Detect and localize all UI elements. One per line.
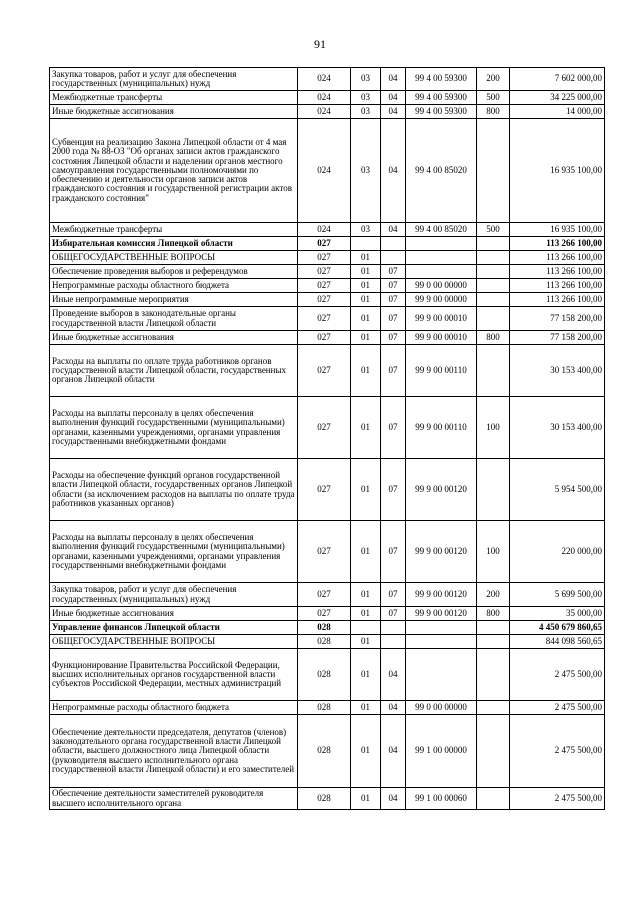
ved-code: 027 xyxy=(298,345,351,397)
target-article-code: 99 0 00 00000 xyxy=(406,279,477,293)
razdel-code: 01 xyxy=(351,279,381,293)
table-row xyxy=(50,119,605,223)
target-article-code: 99 4 00 85020 xyxy=(406,223,477,237)
razdel-code: 01 xyxy=(351,607,381,621)
expense-type-code xyxy=(477,237,510,251)
amount: 113 266 100,00 xyxy=(510,265,605,279)
ved-code: 024 xyxy=(298,223,351,237)
amount: 34 225 000,00 xyxy=(510,91,605,105)
podrazdel-code: 04 xyxy=(381,91,406,105)
expense-type-code xyxy=(477,293,510,307)
row-name: Закупка товаров, работ и услуг для обеспечения государственных (муниципальных) нужд xyxy=(50,68,298,91)
target-article-code: 99 4 00 59300 xyxy=(406,105,477,119)
expense-type-code xyxy=(477,649,510,701)
razdel-code: 03 xyxy=(351,68,381,91)
razdel-code: 01 xyxy=(351,521,381,583)
target-article-code: 99 0 00 00000 xyxy=(406,701,477,715)
page-number: 91 xyxy=(314,37,326,51)
ved-code: 024 xyxy=(298,91,351,105)
row-name: ОБЩЕГОСУДАРСТВЕННЫЕ ВОПРОСЫ xyxy=(50,251,298,265)
table-row xyxy=(50,649,605,701)
expense-type-code xyxy=(477,715,510,788)
amount: 16 935 100,00 xyxy=(510,119,605,223)
razdel-code: 01 xyxy=(351,583,381,607)
table-row xyxy=(50,105,605,119)
ved-code: 027 xyxy=(298,459,351,521)
podrazdel-code xyxy=(381,621,406,635)
podrazdel-code: 07 xyxy=(381,583,406,607)
podrazdel-code: 04 xyxy=(381,105,406,119)
ved-code: 027 xyxy=(298,293,351,307)
amount: 5 699 500,00 xyxy=(510,583,605,607)
row-name: Избирательная комиссия Липецкой области xyxy=(50,237,298,251)
podrazdel-code: 04 xyxy=(381,68,406,91)
expense-type-code: 100 xyxy=(477,397,510,459)
target-article-code: 99 9 00 00000 xyxy=(406,293,477,307)
target-article-code: 99 9 00 00010 xyxy=(406,307,477,331)
row-name: Управление финансов Липецкой области xyxy=(50,621,298,635)
amount: 4 450 679 860,65 xyxy=(510,621,605,635)
podrazdel-code: 04 xyxy=(381,715,406,788)
target-article-code: 99 9 00 00110 xyxy=(406,397,477,459)
razdel-code: 01 xyxy=(351,701,381,715)
amount: 77 158 200,00 xyxy=(510,331,605,345)
podrazdel-code xyxy=(381,251,406,265)
amount: 35 000,00 xyxy=(510,607,605,621)
ved-code: 027 xyxy=(298,237,351,251)
podrazdel-code: 07 xyxy=(381,265,406,279)
table-row xyxy=(50,621,605,635)
table-row xyxy=(50,223,605,237)
podrazdel-code: 04 xyxy=(381,649,406,701)
expense-type-code xyxy=(477,635,510,649)
expense-type-code xyxy=(477,265,510,279)
target-article-code: 99 4 00 59300 xyxy=(406,91,477,105)
ved-code: 027 xyxy=(298,251,351,265)
podrazdel-code: 07 xyxy=(381,307,406,331)
razdel-code: 03 xyxy=(351,105,381,119)
table-row xyxy=(50,251,605,265)
table-row xyxy=(50,521,605,583)
expense-type-code: 800 xyxy=(477,105,510,119)
ved-code: 028 xyxy=(298,788,351,810)
table-row xyxy=(50,607,605,621)
row-name: Межбюджетные трансферты xyxy=(50,223,298,237)
amount: 77 158 200,00 xyxy=(510,307,605,331)
target-article-code: 99 9 00 00120 xyxy=(406,459,477,521)
podrazdel-code: 04 xyxy=(381,223,406,237)
target-article-code: 99 9 00 00120 xyxy=(406,521,477,583)
amount: 2 475 500,00 xyxy=(510,649,605,701)
amount: 844 098 560,65 xyxy=(510,635,605,649)
expense-type-code: 500 xyxy=(477,223,510,237)
row-name: Закупка товаров, работ и услуг для обеспечения государственных (муниципальных) нужд xyxy=(50,583,298,607)
podrazdel-code: 04 xyxy=(381,119,406,223)
ved-code: 028 xyxy=(298,635,351,649)
row-name: Иные бюджетные ассигнования xyxy=(50,331,298,345)
target-article-code: 99 1 00 00060 xyxy=(406,788,477,810)
ved-code: 027 xyxy=(298,607,351,621)
ved-code: 027 xyxy=(298,397,351,459)
expense-type-code xyxy=(477,279,510,293)
ved-code: 027 xyxy=(298,583,351,607)
target-article-code xyxy=(406,621,477,635)
expense-type-code: 800 xyxy=(477,331,510,345)
expense-type-code: 200 xyxy=(477,68,510,91)
row-name: Непрограммные расходы областного бюджета xyxy=(50,701,298,715)
row-name: Межбюджетные трансферты xyxy=(50,91,298,105)
table-row xyxy=(50,715,605,788)
ved-code: 028 xyxy=(298,701,351,715)
amount: 14 000,00 xyxy=(510,105,605,119)
table-row xyxy=(50,68,605,91)
budget-table-body xyxy=(50,68,605,810)
ved-code: 027 xyxy=(298,279,351,293)
target-article-code xyxy=(406,635,477,649)
ved-code: 027 xyxy=(298,331,351,345)
row-name: Расходы на выплаты персоналу в целях обеспечения выполнения функций государственными (муниципальными) органами, казенными учреждениями, органами управления государственными внебюджетными фондами xyxy=(50,521,298,583)
target-article-code xyxy=(406,649,477,701)
table-row xyxy=(50,459,605,521)
razdel-code: 01 xyxy=(351,715,381,788)
expense-type-code xyxy=(477,788,510,810)
amount: 113 266 100,00 xyxy=(510,293,605,307)
row-name: Обеспечение деятельности председателя, депутатов (членов) законодательного органа государственной власти Липецкой области, высшего должностного лица Липецкой области (руководителя высшего исполнительного органа государственной власти Липецкой области) и его заместителей xyxy=(50,715,298,788)
amount: 220 000,00 xyxy=(510,521,605,583)
razdel-code: 01 xyxy=(351,307,381,331)
expense-type-code xyxy=(477,701,510,715)
razdel-code xyxy=(351,621,381,635)
amount: 2 475 500,00 xyxy=(510,715,605,788)
row-name: Расходы на выплаты по оплате труда работников органов государственной власти Липецкой области, государственных органов Липецкой области xyxy=(50,345,298,397)
amount: 113 266 100,00 xyxy=(510,251,605,265)
expense-type-code xyxy=(477,345,510,397)
target-article-code: 99 9 00 00110 xyxy=(406,345,477,397)
table-row xyxy=(50,237,605,251)
table-row xyxy=(50,279,605,293)
target-article-code xyxy=(406,237,477,251)
amount: 16 935 100,00 xyxy=(510,223,605,237)
razdel-code: 01 xyxy=(351,397,381,459)
row-name: Обеспечение проведения выборов и референдумов xyxy=(50,265,298,279)
podrazdel-code: 07 xyxy=(381,293,406,307)
razdel-code: 03 xyxy=(351,91,381,105)
expense-type-code: 100 xyxy=(477,521,510,583)
target-article-code: 99 9 00 00120 xyxy=(406,583,477,607)
expense-type-code xyxy=(477,459,510,521)
podrazdel-code xyxy=(381,237,406,251)
row-name: Непрограммные расходы областного бюджета xyxy=(50,279,298,293)
row-name: Функционирование Правительства Российской Федерации, высших исполнительных органов государственной власти субъектов Российской Федерации, местных администраций xyxy=(50,649,298,701)
podrazdel-code: 04 xyxy=(381,788,406,810)
razdel-code: 01 xyxy=(351,331,381,345)
target-article-code: 99 4 00 85020 xyxy=(406,119,477,223)
amount: 2 475 500,00 xyxy=(510,788,605,810)
row-name: Проведение выборов в законодательные органы государственной власти Липецкой области xyxy=(50,307,298,331)
expense-type-code xyxy=(477,307,510,331)
row-name: ОБЩЕГОСУДАРСТВЕННЫЕ ВОПРОСЫ xyxy=(50,635,298,649)
table-row xyxy=(50,583,605,607)
amount: 7 602 000,00 xyxy=(510,68,605,91)
ved-code: 024 xyxy=(298,68,351,91)
row-name: Иные бюджетные ассигнования xyxy=(50,105,298,119)
expense-type-code: 500 xyxy=(477,91,510,105)
podrazdel-code: 07 xyxy=(381,607,406,621)
target-article-code xyxy=(406,265,477,279)
table-row xyxy=(50,265,605,279)
row-name: Иные непрограммные мероприятия xyxy=(50,293,298,307)
table-row xyxy=(50,307,605,331)
ved-code: 028 xyxy=(298,649,351,701)
ved-code: 028 xyxy=(298,621,351,635)
ved-code: 027 xyxy=(298,521,351,583)
table-row xyxy=(50,293,605,307)
target-article-code: 99 9 00 00120 xyxy=(406,607,477,621)
podrazdel-code: 07 xyxy=(381,397,406,459)
razdel-code: 01 xyxy=(351,788,381,810)
podrazdel-code: 07 xyxy=(381,331,406,345)
razdel-code: 01 xyxy=(351,293,381,307)
amount: 5 954 500,00 xyxy=(510,459,605,521)
table-row xyxy=(50,91,605,105)
razdel-code: 01 xyxy=(351,635,381,649)
expense-type-code: 800 xyxy=(477,607,510,621)
razdel-code: 03 xyxy=(351,223,381,237)
row-name: Расходы на выплаты персоналу в целях обеспечения выполнения функций государственными (муниципальными) органами, казенными учреждениями, органами управления государственными внебюджетными фондами xyxy=(50,397,298,459)
target-article-code: 99 1 00 00000 xyxy=(406,715,477,788)
table-row xyxy=(50,345,605,397)
row-name: Обеспечение деятельности заместителей руководителя высшего исполнительного органа xyxy=(50,788,298,810)
row-name: Расходы на обеспечение функций органов государственной власти Липецкой области, государственных органов Липецкой области (за исключением расходов на выплаты по оплате труда работников указанных органов) xyxy=(50,459,298,521)
razdel-code: 01 xyxy=(351,251,381,265)
amount: 113 266 100,00 xyxy=(510,237,605,251)
ved-code: 027 xyxy=(298,265,351,279)
razdel-code: 01 xyxy=(351,649,381,701)
podrazdel-code: 07 xyxy=(381,279,406,293)
expense-type-code: 200 xyxy=(477,583,510,607)
amount: 30 153 400,00 xyxy=(510,397,605,459)
amount: 30 153 400,00 xyxy=(510,345,605,397)
podrazdel-code: 07 xyxy=(381,345,406,397)
expense-type-code xyxy=(477,251,510,265)
table-row xyxy=(50,635,605,649)
table-row xyxy=(50,331,605,345)
table-row xyxy=(50,701,605,715)
target-article-code xyxy=(406,251,477,265)
ved-code: 024 xyxy=(298,119,351,223)
ved-code: 028 xyxy=(298,715,351,788)
razdel-code: 01 xyxy=(351,265,381,279)
razdel-code: 01 xyxy=(351,459,381,521)
amount: 2 475 500,00 xyxy=(510,701,605,715)
budget-table xyxy=(49,67,605,810)
row-name: Иные бюджетные ассигнования xyxy=(50,607,298,621)
table-row xyxy=(50,788,605,810)
podrazdel-code xyxy=(381,635,406,649)
podrazdel-code: 04 xyxy=(381,701,406,715)
target-article-code: 99 4 00 59300 xyxy=(406,68,477,91)
row-name: Субвенция на реализацию Закона Липецкой области от 4 мая 2000 года № 88-ОЗ "Об органах записи актов гражданского состояния Липецкой области и наделении органов местного самоуправления государственными полномочиями по обеспечению и деятельности органов записи актов гражданского состояния и государственной регистрации актов гражданского состояния" xyxy=(50,119,298,223)
podrazdel-code: 07 xyxy=(381,521,406,583)
target-article-code: 99 9 00 00010 xyxy=(406,331,477,345)
podrazdel-code: 07 xyxy=(381,459,406,521)
amount: 113 266 100,00 xyxy=(510,279,605,293)
expense-type-code xyxy=(477,119,510,223)
ved-code: 024 xyxy=(298,105,351,119)
razdel-code xyxy=(351,237,381,251)
expense-type-code xyxy=(477,621,510,635)
ved-code: 027 xyxy=(298,307,351,331)
razdel-code: 03 xyxy=(351,119,381,223)
razdel-code: 01 xyxy=(351,345,381,397)
table-row xyxy=(50,397,605,459)
